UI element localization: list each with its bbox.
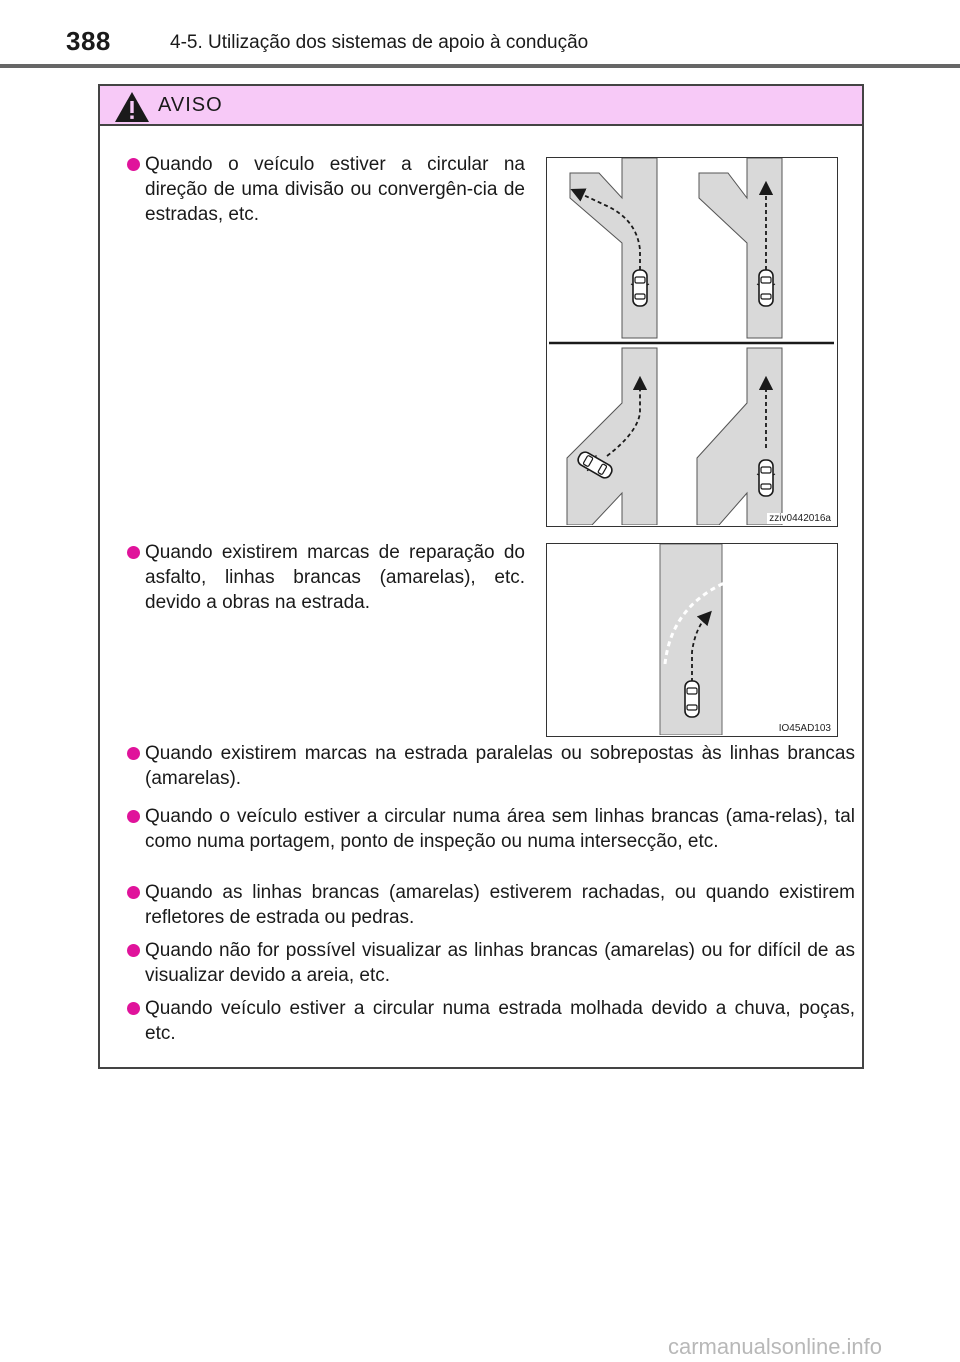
warning-triangle-icon [114,91,150,123]
list-item-text: Quando existirem marcas na estrada paralelas ou sobrepostas às linhas brancas (amarelas). [145,743,855,789]
header-divider [0,64,960,68]
section-title: 4-5. Utilização dos sistemas de apoio à condução [170,32,589,53]
page-number: 388 [66,26,111,56]
warning-header [100,86,862,126]
warning-box [98,84,864,1069]
road-repair-illustration [547,544,836,735]
list-item [145,152,525,227]
figure-road-repair [546,543,838,737]
watermark-site: carmanualsonline.info [668,1334,883,1359]
list-item [145,741,855,791]
figure-code: zziv0442016a [769,513,831,524]
figure-code: IO45AD103 [778,723,831,734]
road-division-illustration [547,158,836,525]
list-item [145,938,855,988]
bullet-icon [127,747,140,760]
list-item-text: Quando não for possível visualizar as linhas brancas (amarelas) ou for difícil de as visualizar devido a areia, etc. [145,940,855,986]
list-item-text: Quando veículo estiver a circular numa estrada molhada devido a chuva, poças, etc. [145,998,855,1044]
list-item [145,540,525,615]
bullet-icon [127,158,140,171]
bullet-icon [127,546,140,559]
figure-road-division [546,157,838,527]
list-item-text: Quando o veículo estiver a circular na direção de uma divisão ou convergên-cia de estradas, etc. [145,154,525,225]
list-item-text: Quando existirem marcas de reparação do asfalto, linhas brancas (amarelas), etc. devido a obras na estrada. [145,542,525,613]
bullet-icon [127,944,140,957]
list-item [145,880,855,930]
bullet-icon [127,810,140,823]
bullet-icon [127,1002,140,1015]
list-item [145,804,855,854]
list-item-text: Quando as linhas brancas (amarelas) estiverem rachadas, ou quando existirem refletores de estrada ou pedras. [145,882,855,928]
list-item-text: Quando o veículo estiver a circular numa área sem linhas brancas (ama-relas), tal como numa portagem, ponto de inspeção ou numa intersecção, etc. [145,806,855,852]
bullet-icon [127,886,140,899]
list-item [145,996,855,1046]
warning-label: AVISO [158,94,223,116]
